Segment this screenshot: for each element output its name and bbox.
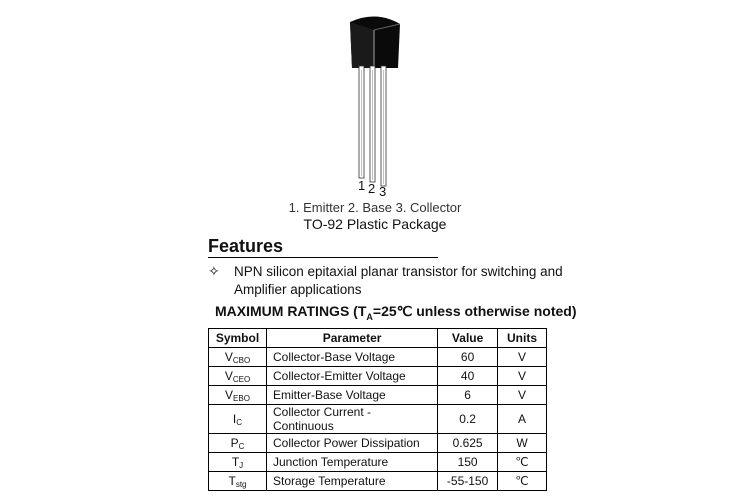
symbol-subscript: C	[236, 417, 243, 427]
table-row	[209, 434, 547, 453]
parameter-cell: Junction Temperature	[266, 453, 437, 472]
to92-package-illustration	[338, 10, 408, 190]
value-cell: 0.2	[438, 405, 498, 434]
symbol-subscript: C	[238, 441, 245, 451]
symbol-letter: T	[228, 473, 236, 488]
parameter-cell: Collector Current -Continuous	[266, 405, 437, 434]
symbol-subscript: stg	[235, 479, 247, 489]
value-cell: 150	[438, 453, 498, 472]
unit-cell: V	[498, 348, 547, 367]
symbol-subscript: CBO	[232, 355, 251, 365]
pin-number-labels	[355, 178, 400, 199]
unit-cell: V	[498, 367, 547, 386]
symbol-subscript: CEO	[232, 374, 251, 384]
symbol-letter: P	[230, 435, 239, 450]
value-cell: 6	[438, 386, 498, 405]
features-heading: Features	[208, 236, 284, 256]
header-value: Value	[438, 329, 498, 348]
bullet-icon: ✧	[208, 263, 220, 279]
ratings-title-sub: A	[366, 311, 373, 322]
parameter-cell: Emitter-Base Voltage	[266, 386, 437, 405]
unit-cell: W	[498, 434, 547, 453]
symbol-subscript: J	[239, 460, 244, 470]
pin-caption: 1. Emitter 2. Base 3. Collector	[288, 200, 462, 215]
max-ratings-table	[208, 328, 547, 491]
symbol-cell	[209, 405, 267, 434]
unit-cell: ℃	[498, 453, 547, 472]
package-caption: TO-92 Plastic Package	[303, 216, 447, 232]
table-row	[209, 386, 547, 405]
value-cell: -55-150	[438, 472, 498, 491]
parameter-cell: Collector-Emitter Voltage	[266, 367, 437, 386]
value-cell: 60	[438, 348, 498, 367]
table-row	[209, 453, 547, 472]
table-row	[209, 472, 547, 491]
value-cell: 40	[438, 367, 498, 386]
unit-cell: V	[498, 386, 547, 405]
parameter-cell: Collector-Base Voltage	[266, 348, 437, 367]
header-units: Units	[498, 329, 547, 348]
parameter-cell: Storage Temperature	[266, 472, 437, 491]
pin-number-1: 1	[358, 178, 366, 193]
table-header-row	[209, 329, 547, 348]
symbol-cell	[209, 348, 267, 367]
symbol-cell	[209, 453, 267, 472]
parameter-cell: Collector Power Dissipation	[266, 434, 437, 453]
symbol-letter: V	[224, 368, 233, 383]
pin-number-3: 3	[379, 184, 387, 199]
ratings-title-prefix: MAXIMUM RATINGS (T	[215, 303, 367, 319]
symbol-cell	[209, 386, 267, 405]
feature-description: NPN silicon epitaxial planar transistor for switching and Amplifier applications	[234, 264, 563, 297]
symbol-letter: V	[224, 349, 233, 364]
symbol-cell	[209, 472, 267, 491]
table-row	[209, 367, 547, 386]
unit-cell: ℃	[498, 472, 547, 491]
symbol-letter: T	[231, 454, 240, 469]
header-parameter: Parameter	[266, 329, 437, 348]
ratings-title-suffix: =25℃ unless otherwise noted)	[372, 303, 577, 319]
header-symbol: Symbol	[209, 329, 267, 348]
table-row	[209, 348, 547, 367]
symbol-subscript: EBO	[233, 393, 250, 403]
max-ratings-heading	[215, 303, 577, 322]
features-underline	[208, 257, 438, 258]
symbol-letter: I	[232, 411, 237, 426]
pin-number-2: 2	[368, 181, 376, 196]
table-row	[209, 405, 547, 434]
symbol-cell	[209, 434, 267, 453]
value-cell: 0.625	[438, 434, 498, 453]
symbol-letter: V	[225, 387, 234, 402]
symbol-cell	[209, 367, 267, 386]
unit-cell: A	[498, 405, 547, 434]
